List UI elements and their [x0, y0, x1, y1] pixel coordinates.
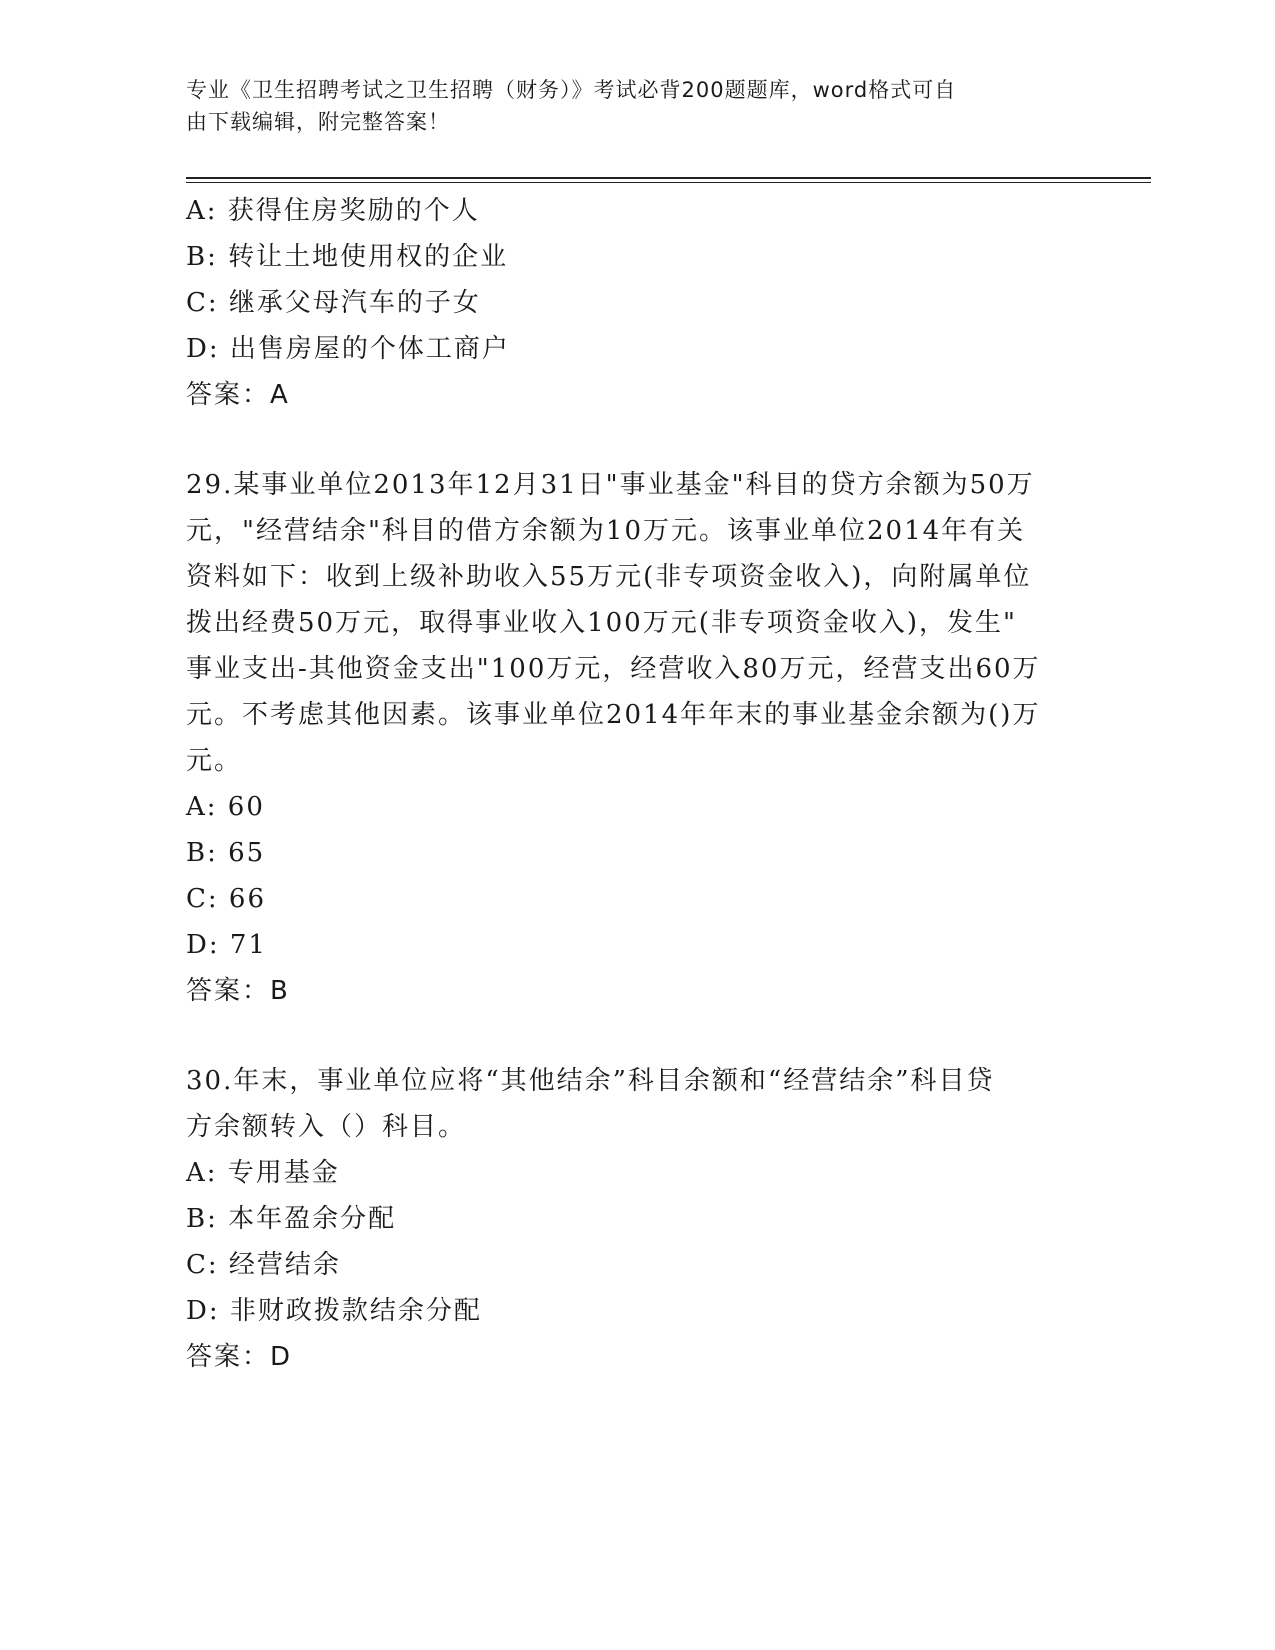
- question-stem-line: 元，"经营结余"科目的借方余额为10万元。该事业单位2014年有关: [186, 516, 1026, 546]
- document-header: [186, 74, 1066, 138]
- option-c: C: 66: [186, 884, 267, 914]
- header-rule-thick: [186, 177, 1151, 179]
- question-stem-line: 资料如下：收到上级补助收入55万元(非专项资金收入)，向附属单位: [186, 562, 1032, 592]
- question-content: [186, 188, 1086, 1380]
- question-stem-line: 元。不考虑其他因素。该事业单位2014年年末的事业基金余额为()万: [186, 700, 1041, 730]
- option-a: A: 获得住房奖励的个人: [186, 196, 480, 226]
- option-d: D: 出售房屋的个体工商户: [186, 334, 510, 364]
- option-c: C: 继承父母汽车的子女: [186, 288, 481, 318]
- option-d: D: 非财政拨款结余分配: [186, 1296, 482, 1326]
- option-b: B: 65: [186, 838, 266, 868]
- answer: 答案：D: [186, 1342, 293, 1372]
- question-stem-line: 元。: [186, 746, 243, 776]
- question-stem-line: 方余额转入（）科目。: [186, 1112, 467, 1142]
- answer: 答案：A: [186, 380, 290, 410]
- question-30: [186, 1058, 1086, 1380]
- header-rule-thin: [186, 182, 1151, 183]
- option-b: B: 转让土地使用权的企业: [186, 242, 509, 272]
- header-line-1: 专业《卫生招聘考试之卫生招聘（财务）》考试必背200题题库，word格式可自: [186, 78, 957, 102]
- option-c: C: 经营结余: [186, 1250, 341, 1280]
- question-stem-line: 事业支出-其他资金支出"100万元，经营收入80万元，经营支出60万: [186, 654, 1041, 684]
- option-d: D: 71: [186, 930, 267, 960]
- question-29: [186, 462, 1086, 1014]
- option-a: A: 60: [186, 792, 265, 822]
- answer: 答案：B: [186, 976, 290, 1006]
- question-28: [186, 188, 1086, 418]
- option-a: A: 专用基金: [186, 1158, 340, 1188]
- question-stem-line: 29.某事业单位2013年12月31日"事业基金"科目的贷方余额为50万: [186, 470, 1035, 500]
- header-line-2: 由下载编辑，附完整答案！: [186, 110, 450, 134]
- option-b: B: 本年盈余分配: [186, 1204, 397, 1234]
- question-stem-line: 拨出经费50万元，取得事业收入100万元(非专项资金收入)，发生": [186, 608, 1017, 638]
- question-stem-line: 30.年末，事业单位应将“其他结余”科目余额和“经营结余”科目贷: [186, 1066, 995, 1096]
